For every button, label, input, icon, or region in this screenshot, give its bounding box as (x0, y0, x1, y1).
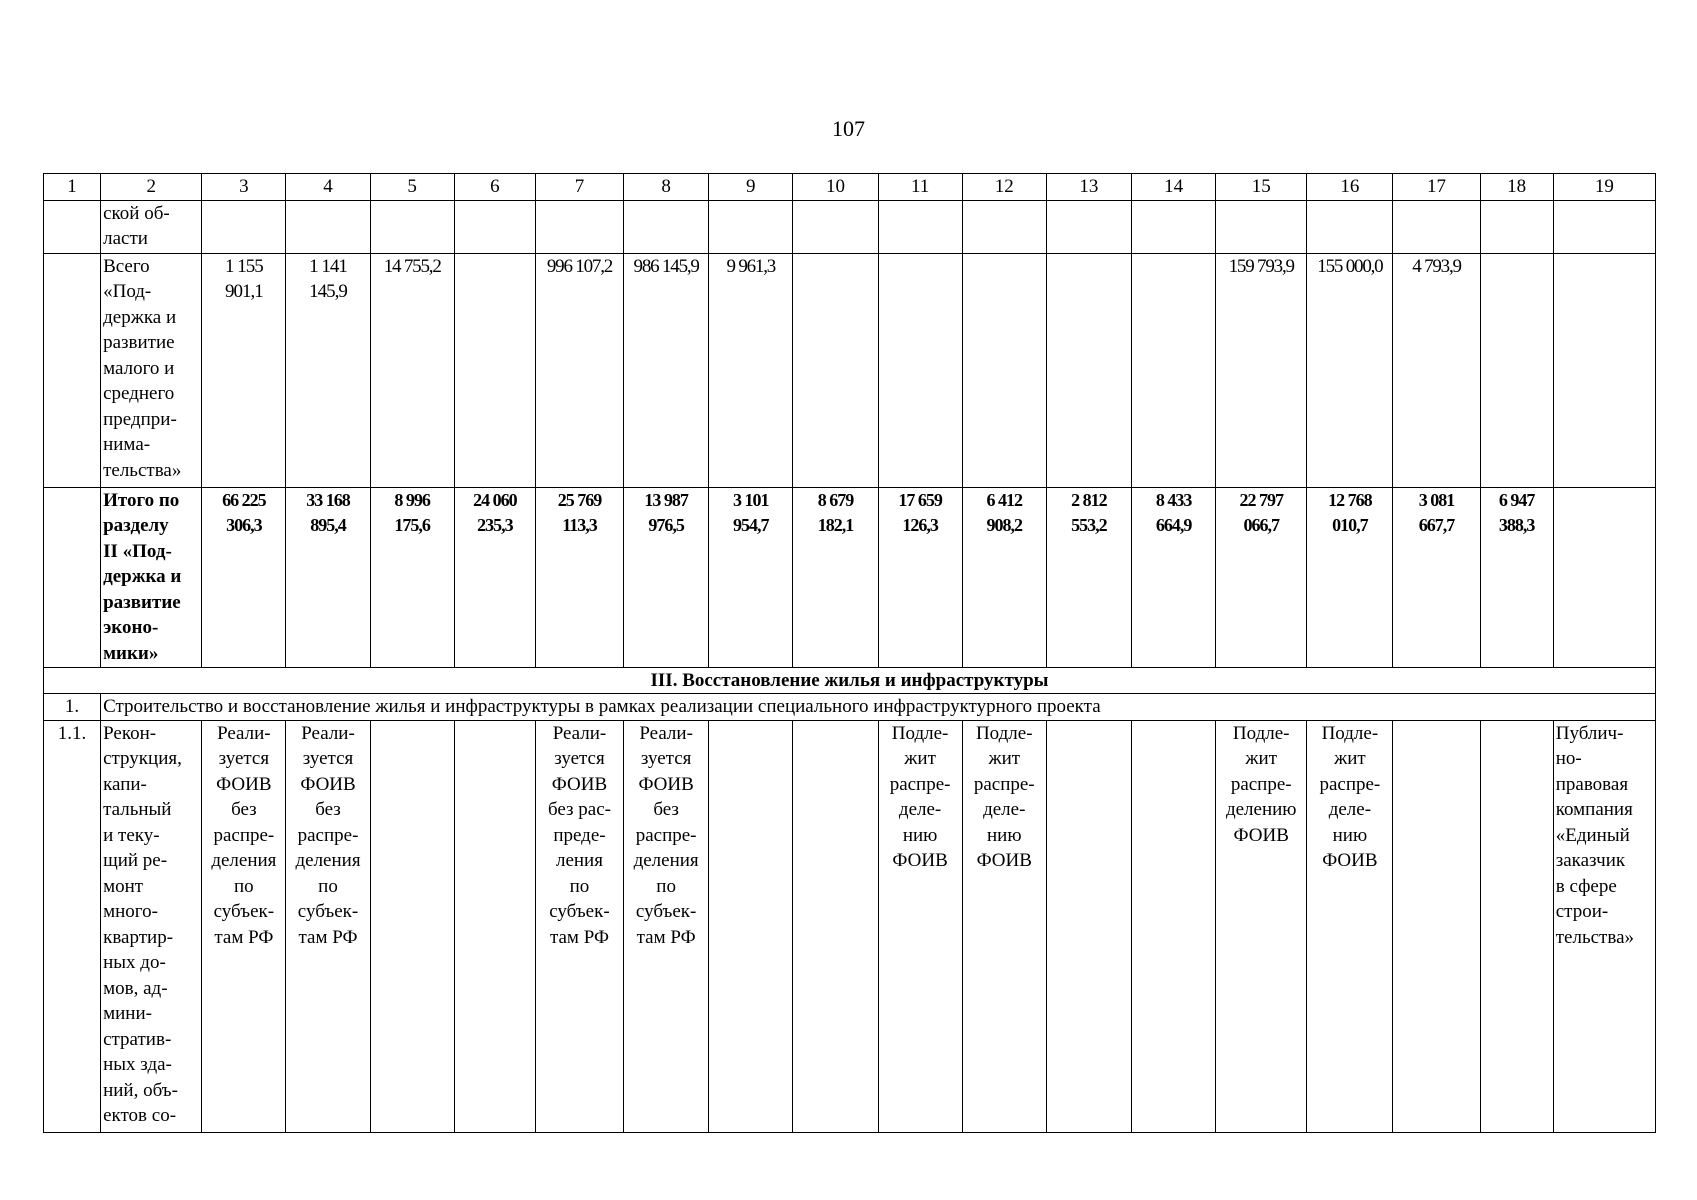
subsection-number: 1. (44, 694, 101, 721)
value-cell-c12: Подле- жит распре- деле- нию ФОИВ (962, 720, 1046, 1132)
row-number-cell (44, 487, 101, 667)
row-number-cell (44, 253, 101, 487)
header-cell: 2 (101, 174, 202, 201)
value-cell-c5 (370, 720, 454, 1132)
value-cell-c6 (454, 720, 535, 1132)
value-cell-c7: 996 107,2 (535, 253, 623, 487)
value-cell-c15: 22 797 066,7 (1216, 487, 1307, 667)
header-cell: 1 (44, 174, 101, 201)
header-cell: 8 (624, 174, 709, 201)
value-cell-c18 (1480, 253, 1553, 487)
header-row (44, 174, 1656, 201)
value-cell-c13: 2 812 553,2 (1046, 487, 1131, 667)
value-cell-c11 (878, 253, 962, 487)
value-cell (370, 200, 454, 253)
value-cell (1480, 200, 1553, 253)
value-cell-c17 (1393, 720, 1480, 1132)
row-name-cell: ской об- ласти (101, 200, 202, 253)
value-cell (624, 200, 709, 253)
value-cell (878, 200, 962, 253)
header-cell: 16 (1307, 174, 1393, 201)
header-cell: 5 (370, 174, 454, 201)
value-cell-c8: Реали- зуется ФОИВ без распре- деления по субъек- там РФ (624, 720, 709, 1132)
value-cell-c6: 24 060 235,3 (454, 487, 535, 667)
header-cell: 18 (1480, 174, 1553, 201)
value-cell-c9: 3 101 954,7 (709, 487, 793, 667)
value-cell-c3: 66 225 306,3 (202, 487, 286, 667)
value-cell-c12: 6 412 908,2 (962, 487, 1046, 667)
value-cell (709, 200, 793, 253)
value-cell (1046, 200, 1131, 253)
row-number-cell (44, 200, 101, 253)
header-cell: 11 (878, 174, 962, 201)
header-cell: 6 (454, 174, 535, 201)
value-cell-c8: 986 145,9 (624, 253, 709, 487)
header-cell: 14 (1131, 174, 1215, 201)
value-cell-c6 (454, 253, 535, 487)
header-cell: 17 (1393, 174, 1480, 201)
value-cell-c14 (1131, 720, 1215, 1132)
header-cell: 10 (793, 174, 878, 201)
row-name-cell: Рекон- струкция, капи- тальный и теку- щий ре- монт много- квартир- ных до- мов, ад- мини- стратив- ных зда- ний, объ- ектов со- (101, 720, 202, 1132)
value-cell (1307, 200, 1393, 253)
header-cell: 9 (709, 174, 793, 201)
header-cell: 12 (962, 174, 1046, 201)
header-cell: 4 (286, 174, 370, 201)
table-row-continuation (44, 200, 1656, 253)
value-cell (535, 200, 623, 253)
value-cell-c19 (1553, 253, 1655, 487)
value-cell (286, 200, 370, 253)
value-cell-c7: 25 769 113,3 (535, 487, 623, 667)
value-cell-c5: 8 996 175,6 (370, 487, 454, 667)
value-cell-c8: 13 987 976,5 (624, 487, 709, 667)
value-cell-c10: 8 679 182,1 (793, 487, 878, 667)
value-cell-c4: Реали- зуется ФОИВ без распре- деления по субъек- там РФ (286, 720, 370, 1132)
value-cell-c16: 12 768 010,7 (1307, 487, 1393, 667)
value-cell-c10 (793, 720, 878, 1132)
value-cell-c5: 14 755,2 (370, 253, 454, 487)
header-cell: 7 (535, 174, 623, 201)
value-cell-c13 (1046, 720, 1131, 1132)
value-cell-c13 (1046, 253, 1131, 487)
value-cell-c15: Подле- жит распре- делению ФОИВ (1216, 720, 1307, 1132)
header-cell: 3 (202, 174, 286, 201)
subsection-row (44, 694, 1656, 721)
value-cell-c15: 159 793,9 (1216, 253, 1307, 487)
header-cell: 19 (1553, 174, 1655, 201)
value-cell-c4: 1 141 145,9 (286, 253, 370, 487)
section-title: III. Восстановление жилья и инфраструктуры (44, 667, 1656, 694)
value-cell-c7: Реали- зуется ФОИВ без рас- преде- ления по субъек- там РФ (535, 720, 623, 1132)
value-cell (454, 200, 535, 253)
value-cell (1216, 200, 1307, 253)
row-number-cell: 1.1. (44, 720, 101, 1132)
value-cell-c19 (1553, 487, 1655, 667)
value-cell-c3: Реали- зуется ФОИВ без распре- деления по субъек- там РФ (202, 720, 286, 1132)
value-cell-c12 (962, 253, 1046, 487)
row-name-cell: Итого по разделу II «Под- держка и развитие эконо- мики» (101, 487, 202, 667)
value-cell-c19: Публич- но- правовая компания «Единый заказчик в сфере строи- тельства» (1553, 720, 1655, 1132)
value-cell-c18 (1480, 720, 1553, 1132)
value-cell-c14: 8 433 664,9 (1131, 487, 1215, 667)
table-row-1-1 (44, 720, 1656, 1132)
value-cell-c9: 9 961,3 (709, 253, 793, 487)
value-cell (962, 200, 1046, 253)
page-number: 107 (832, 116, 865, 141)
header-cell: 13 (1046, 174, 1131, 201)
value-cell-c11: 17 659 126,3 (878, 487, 962, 667)
value-cell-c9 (709, 720, 793, 1132)
table-row-total-section-2 (44, 487, 1656, 667)
value-cell-c14 (1131, 253, 1215, 487)
value-cell (793, 200, 878, 253)
header-cell: 15 (1216, 174, 1307, 201)
value-cell (1553, 200, 1655, 253)
value-cell (1131, 200, 1215, 253)
value-cell-c16: Подле- жит распре- деле- нию ФОИВ (1307, 720, 1393, 1132)
row-name-cell: Всего «Под- держка и развитие малого и среднего предпри- нима- тельства» (101, 253, 202, 487)
table-row-total-sme (44, 253, 1656, 487)
value-cell-c3: 1 155 901,1 (202, 253, 286, 487)
value-cell-c10 (793, 253, 878, 487)
budget-table (43, 173, 1656, 1133)
value-cell-c17: 3 081 667,7 (1393, 487, 1480, 667)
subsection-title: Строительство и восстановление жилья и инфраструктуры в рамках реализации специального инфраструктурного проекта (101, 694, 1656, 721)
value-cell-c11: Подле- жит распре- деле- нию ФОИВ (878, 720, 962, 1132)
value-cell-c17: 4 793,9 (1393, 253, 1480, 487)
section-title-row (44, 667, 1656, 694)
value-cell-c4: 33 168 895,4 (286, 487, 370, 667)
value-cell (202, 200, 286, 253)
value-cell-c16: 155 000,0 (1307, 253, 1393, 487)
value-cell-c18: 6 947 388,3 (1480, 487, 1553, 667)
value-cell (1393, 200, 1480, 253)
